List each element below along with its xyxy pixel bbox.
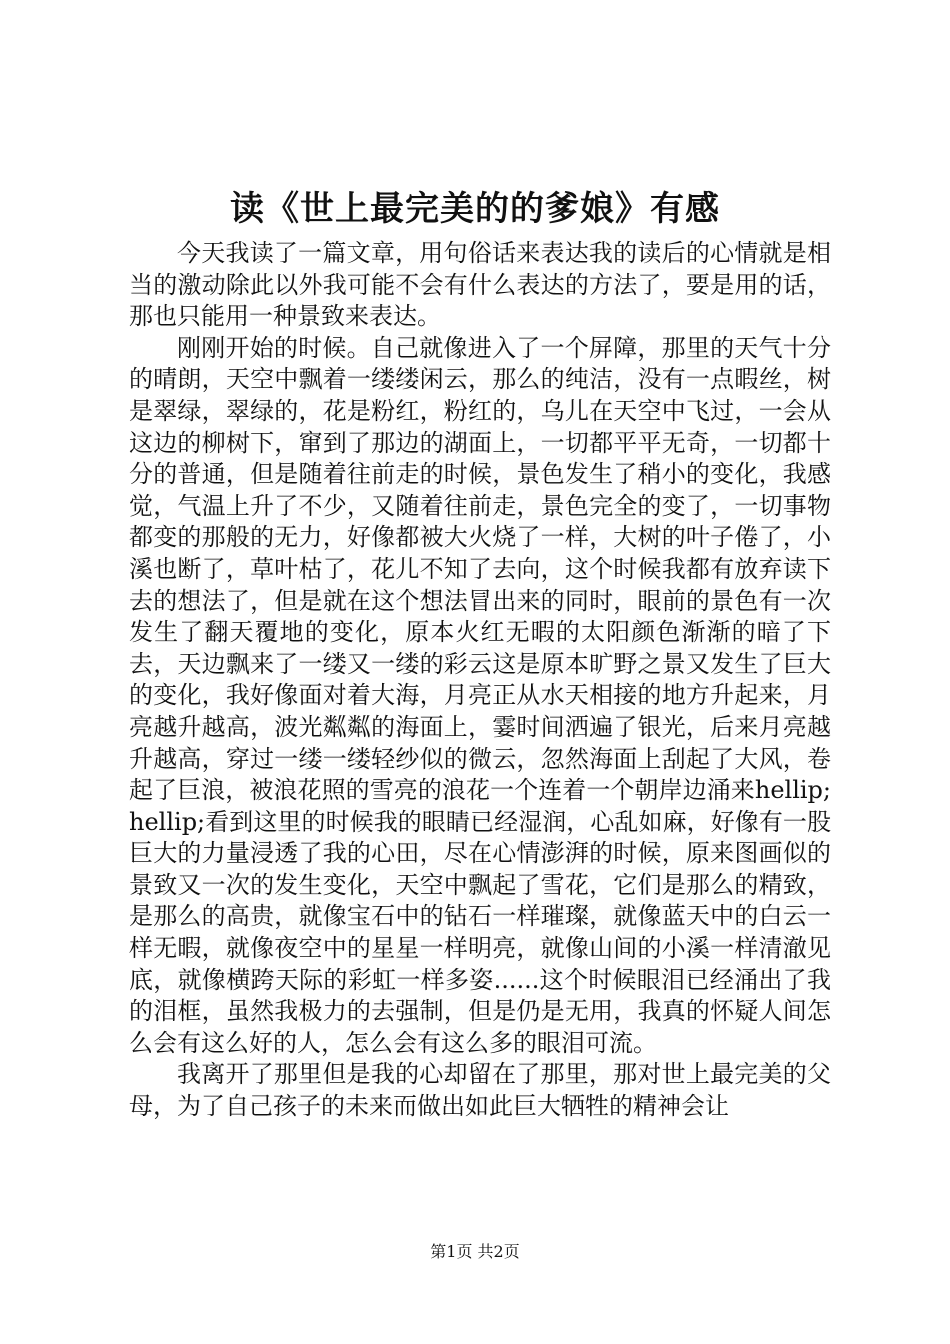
paragraph-3: 我离开了那里但是我的心却留在了那里，那对世上最完美的父母，为了自己孩子的未来而做出如此巨大牺牲的精神会让 [129,1060,831,1121]
paragraph-1: 今天我读了一篇文章，用句俗话来表达我的读后的心情就是相当的激动除此以外我可能不会有什么表达的方法了，要是用的话，那也只能用一种景致来表达。 [129,239,831,331]
page-footer: 第1页 共2页 [430,1242,520,1261]
paragraph-2: 刚刚开始的时候。自己就像进入了一个屏障，那里的天气十分的晴朗，天空中飘着一缕缕闲云，那么的纯洁，没有一点暇丝，树是翠绿，翠绿的，花是粉红，粉红的，乌儿在天空中飞过，一会从这边的柳树下，窜到了那边的湖面上，一切都平平无奇，一切都十分的普通，但是随着往前走的时候，景色发生了稍小的变化，我感觉，气温上升了不少，又随着往前走，景色完全的变了，一切事物都变的那般的无力，好像都被大火烧了一样，大树的叶子倦了，小溪也断了，草叶枯了，花儿不知了去向，这个时候我都有放弃读下去的想法了，但是就在这个想法冒出来的同时，眼前的景色有一次发生了翻天覆地的变化，原本火红无暇的太阳颜色渐渐的暗了下去，天边飘来了一缕又一缕的彩云这是原本旷野之景又发生了巨大的变化，我好像面对着大海，月亮正从水天相接的地方升起来，月亮越升越高，波光粼粼的海面上，霎时间洒遍了银光，后来月亮越升越高，穿过一缕一缕轻纱似的微云，忽然海面上刮起了大风，卷起了巨浪，被浪花照的雪亮的浪花一个连着一个朝岸边涌来hellip;hellip;看到这里的时候我的眼睛已经湿润，心乱如麻，好像有一股巨大的力量浸透了我的心田，尽在心情澎湃的时候，原来图画似的景致又一次的发生变化，天空中飘起了雪花，它们是那么的精致，是那么的高贵，就像宝石中的钻石一样璀璨，就像蓝天中的白云一样无暇，就像夜空中的星星一样明亮，就像山间的小溪一样清澈见底，就像横跨天际的彩虹一样多姿......这个时候眼泪已经涌出了我的泪框，虽然我极力的去强制，但是仍是无用，我真的怀疑人间怎么会有这么好的人，怎么会有这么多的眼泪可流。 [129,333,831,1057]
document-body [129,238,831,1123]
document-title: 读《世上最完美的的爹娘》有感 [230,189,720,229]
